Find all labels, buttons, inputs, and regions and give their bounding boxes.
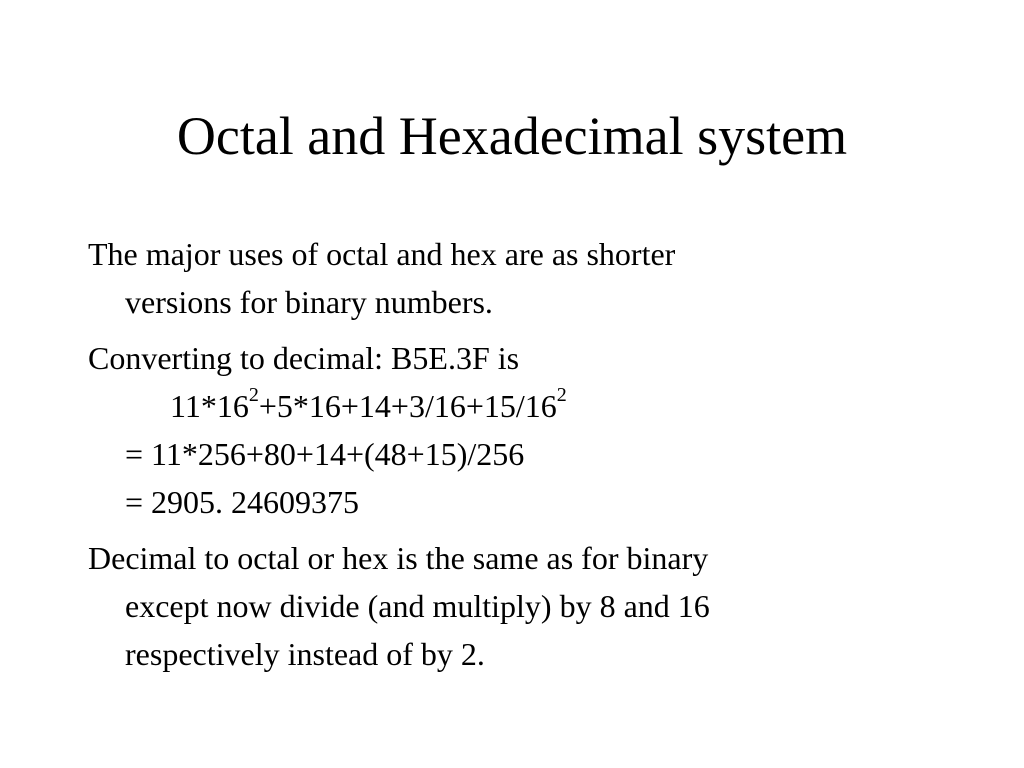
paragraph-line: The major uses of octal and hex are as shorter	[88, 236, 676, 272]
exponent: 2	[248, 384, 259, 407]
paragraph-line: Decimal to octal or hex is the same as for binary	[88, 540, 709, 576]
paragraph-octal-hex-uses	[88, 230, 968, 326]
paragraph-line: versions for binary numbers.	[125, 284, 493, 320]
paragraph-line: except now divide (and multiply) by 8 and 16	[125, 588, 710, 624]
slide-title: Octal and Hexadecimal system	[176, 106, 848, 166]
paragraph-decimal-to-octal-hex	[88, 534, 968, 678]
calculation-step-2: = 11*256+80+14+(48+15)/256	[125, 436, 525, 472]
paragraph-line: Converting to decimal: B5E.3F is	[88, 340, 520, 376]
calculation-step-1	[88, 382, 968, 430]
paragraph-converting-to-decimal	[88, 334, 968, 526]
calc-term: +5*16+14+3/16+15/16	[258, 388, 557, 424]
paragraph-line: respectively instead of by 2.	[125, 636, 485, 672]
calculation-result: = 2905. 24609375	[125, 484, 360, 520]
exponent: 2	[556, 384, 567, 407]
calc-term: 11*16	[170, 388, 249, 424]
